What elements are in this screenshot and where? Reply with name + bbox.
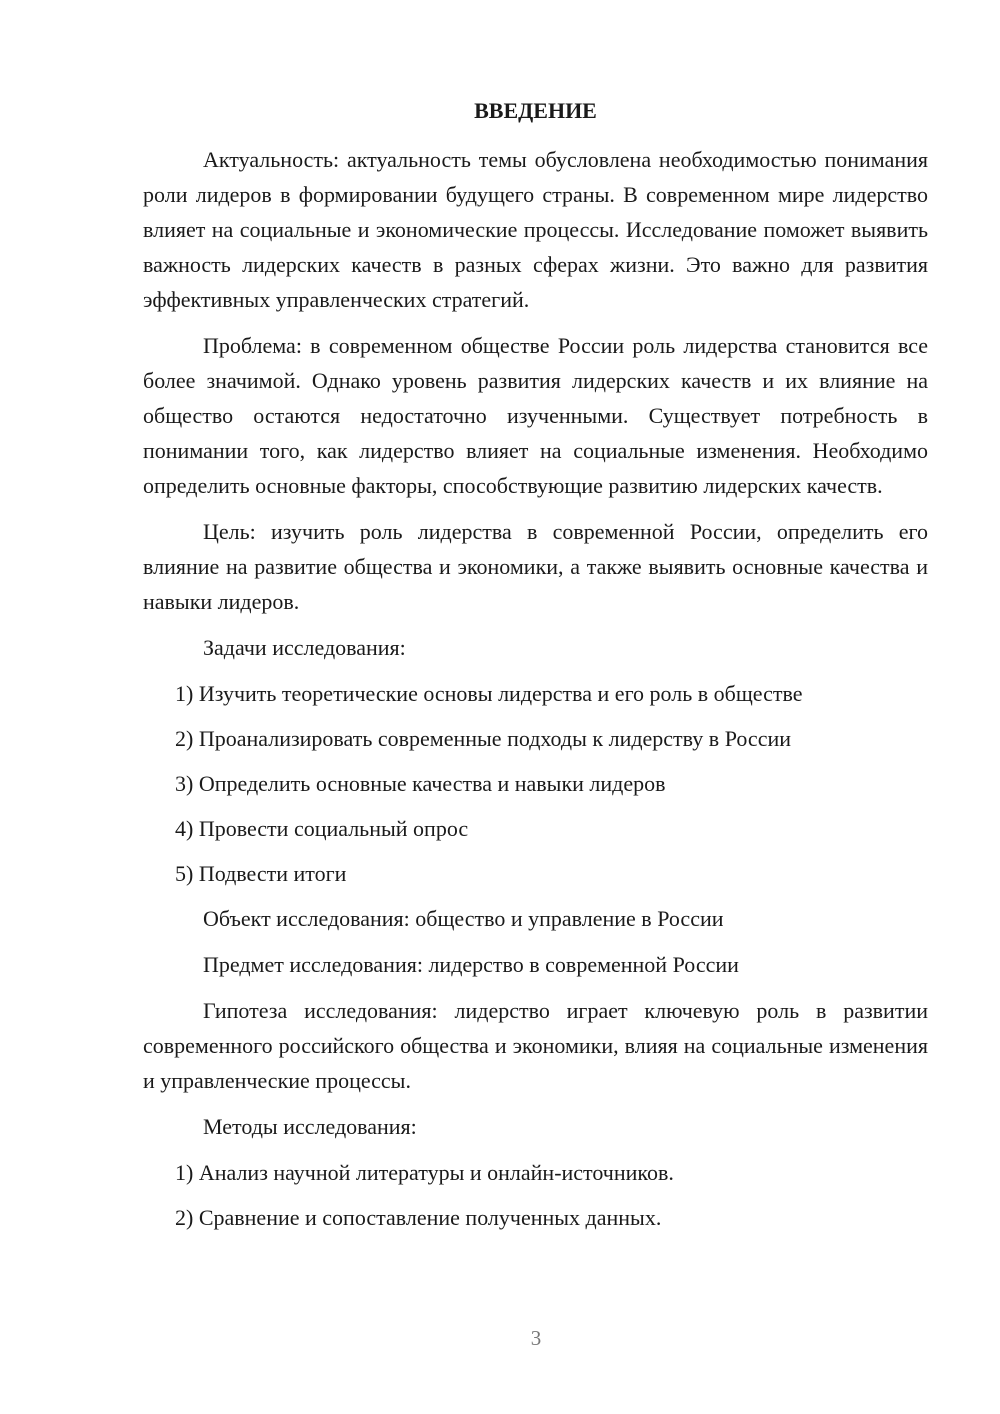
task-item: 4) Провести социальный опрос bbox=[175, 816, 469, 841]
page-content bbox=[143, 93, 928, 1245]
methods-list bbox=[143, 1155, 928, 1235]
section-title: ВВЕДЕНИЕ bbox=[474, 98, 597, 123]
hypothesis-paragraph: Гипотеза исследования: лидерство играет ключевую роль в развитии современного российского общества и экономики, влияя на социальные изменения и управленческие процессы. bbox=[143, 998, 928, 1093]
methods-heading: Методы исследования: bbox=[203, 1114, 417, 1139]
task-item: 2) Проанализировать современные подходы к лидерству в России bbox=[175, 726, 792, 751]
problem-paragraph: Проблема: в современном обществе России роль лидерства становится все более значимой. Однако уровень развития лидерских качеств и их влияние на общество остаются недостаточно изученными. Существует потребность в понимании того, как лидерство влияет на социальные изменения. Необходимо определить основные факторы, способствующие развитию лидерских качеств. bbox=[143, 333, 928, 498]
task-item: 3) Определить основные качества и навыки лидеров bbox=[175, 771, 666, 796]
method-item: 2) Сравнение и сопоставление полученных данных. bbox=[175, 1205, 662, 1230]
object-line: Объект исследования: общество и управление в России bbox=[203, 906, 724, 931]
task-item: 1) Изучить теоретические основы лидерства и его роль в обществе bbox=[175, 681, 803, 706]
task-item: 5) Подвести итоги bbox=[175, 861, 347, 886]
method-item: 1) Анализ научной литературы и онлайн-источников. bbox=[175, 1160, 674, 1185]
page-number: 3 bbox=[530, 1326, 542, 1350]
tasks-heading: Задачи исследования: bbox=[203, 635, 406, 660]
subject-line: Предмет исследования: лидерство в современной России bbox=[203, 952, 739, 977]
relevance-paragraph: Актуальность: актуальность темы обусловлена необходимостью понимания роли лидеров в формировании будущего страны. В современном мире лидерство влияет на социальные и экономические процессы. Исследование поможет выявить важность лидерских качеств в разных сферах жизни. Это важно для развития эффективных управленческих стратегий. bbox=[143, 147, 928, 312]
tasks-list bbox=[143, 676, 928, 891]
goal-paragraph: Цель: изучить роль лидерства в современной России, определить его влияние на развитие общества и экономики, а также выявить основные качества и навыки лидеров. bbox=[143, 519, 928, 614]
